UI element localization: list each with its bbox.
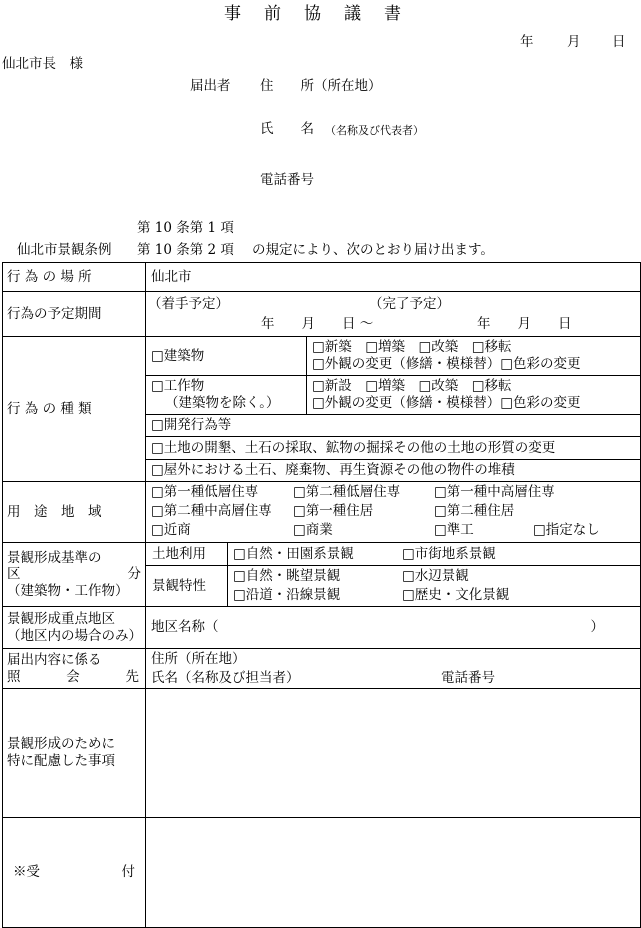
kind-outdoor-accumulation[interactable]: □屋外における土石、廃棄物、再生資源その他の物件の堆積 — [146, 460, 641, 482]
kind-structure-sub: （建築物を除く。） — [165, 395, 280, 411]
kind-building-options-line1: □新築 □増築 □改築 □移転 — [312, 339, 512, 356]
consideration-label-line2: 特に配慮した事項 — [7, 753, 115, 769]
title-char: 事 — [224, 4, 241, 24]
kind-structure-options-line1: □新設 □増築 □改築 □移転 — [312, 378, 512, 395]
kind-development[interactable]: □開発行為等 — [146, 415, 641, 437]
kind-building-options-line2: □外観の変更（修繕・模様替）□色彩の変更 — [312, 356, 581, 372]
contact-label-char: 会 — [66, 668, 80, 685]
zone-option[interactable]: □第一種住居 — [293, 503, 374, 519]
zone-option[interactable]: □第一種中高層住専 — [434, 484, 555, 500]
zone-options[interactable] — [146, 482, 641, 543]
addressee: 仙北市長 様 — [2, 56, 83, 72]
kind-structure-options[interactable] — [307, 376, 641, 415]
contact-field[interactable] — [146, 649, 641, 689]
landscape-criteria-label-line1: 景観形成基準の — [7, 550, 102, 567]
landscape-criteria-char: 区 — [7, 566, 21, 583]
row-kind-building — [3, 337, 641, 376]
row-place — [3, 263, 641, 292]
district-name-field[interactable] — [146, 607, 641, 649]
landuse-options[interactable] — [228, 543, 641, 566]
kind-building-options[interactable] — [307, 337, 641, 376]
contact-label-char: 照 — [7, 668, 21, 685]
kind-structure[interactable] — [146, 376, 307, 415]
character-option[interactable]: □歴史・文化景観 — [402, 586, 510, 603]
zone-option[interactable]: □第一種低層住専 — [151, 484, 259, 500]
landuse-option[interactable]: □市街地系景観 — [402, 545, 496, 562]
landscape-criteria-label — [3, 543, 146, 607]
zone-label: 用 途 地 域 — [3, 482, 146, 543]
kind-building[interactable]: □建築物 — [146, 337, 307, 376]
article-paragraph-1: 第 10 条第 1 項 — [137, 220, 234, 236]
name-label: 氏 名 — [260, 121, 314, 137]
row-zones — [3, 482, 641, 543]
reception-label-char: 付 — [121, 864, 135, 881]
period-start-label: （着手予定） — [148, 296, 229, 312]
row-period — [3, 292, 641, 337]
address-label: 住 所（所在地） — [260, 78, 382, 94]
reception-label-line — [13, 864, 145, 881]
date-year: 年 — [520, 34, 534, 50]
notification-form-table — [2, 262, 641, 928]
landscape-criteria-label-line3: （建築物・工作物） — [7, 582, 129, 599]
contact-name-label: 氏名（名称及び担当者） — [151, 669, 300, 686]
date-month: 月 — [567, 34, 581, 50]
character-label: 景観特性 — [146, 566, 228, 607]
zone-option[interactable]: □第二種中高層住専 — [151, 503, 272, 519]
district-name-close: ） — [590, 619, 604, 636]
zone-option[interactable]: □商業 — [293, 522, 333, 538]
character-options[interactable] — [228, 566, 641, 607]
period-label: 行為の予定期間 — [3, 292, 146, 337]
period-end-label: （完了予定） — [369, 296, 450, 312]
ordinance-name: 仙北市景観条例 — [17, 242, 112, 258]
character-option[interactable]: □沿道・沿線景観 — [233, 586, 341, 603]
character-option[interactable]: □自然・眺望景観 — [233, 567, 341, 584]
article-paragraph-2: 第 10 条第 2 項 — [137, 242, 234, 258]
zone-option[interactable]: □準工 — [434, 522, 474, 538]
kind-structure-options-line2: □外観の変更（修繕・模様替）□色彩の変更 — [312, 395, 581, 411]
row-contact — [3, 649, 641, 689]
row-consideration — [3, 689, 641, 818]
district-name-label: 地区名称（ — [151, 619, 219, 636]
zone-option[interactable]: □指定なし — [533, 522, 600, 538]
period-start-date: 年 月 日 〜 — [261, 316, 374, 332]
landscape-criteria-label-line2 — [7, 566, 145, 582]
title-char: 書 — [384, 4, 401, 24]
row-reception — [3, 818, 641, 928]
landuse-option[interactable]: □自然・田園系景観 — [233, 545, 354, 562]
kind-label: 行 為 の 種 類 — [3, 337, 146, 482]
district-label-line1: 景観形成重点地区 — [7, 610, 115, 627]
title-char: 前 — [264, 4, 281, 24]
contact-label-char: 先 — [125, 668, 139, 685]
district-label-line2: （地区内の場合のみ） — [7, 627, 142, 644]
notification-statement: の規定により、次のとおり届け出ます。 — [252, 242, 494, 258]
contact-label — [3, 649, 146, 689]
consideration-label-line1: 景観形成のために — [7, 736, 115, 753]
period-end-date: 年 月 日 — [477, 316, 572, 332]
date-day: 日 — [612, 34, 626, 50]
period-value[interactable] — [146, 292, 641, 337]
place-label: 行 為 の 場 所 — [3, 263, 146, 292]
title-char: 協 — [304, 4, 321, 24]
zone-option[interactable]: □近商 — [151, 522, 191, 538]
landscape-criteria-char: 分 — [127, 566, 141, 583]
title-char: 議 — [344, 4, 361, 24]
contact-address-label: 住所（所在地） — [151, 650, 246, 667]
phone-label: 電話番号 — [260, 172, 314, 188]
contact-phone-label: 電話番号 — [441, 669, 495, 686]
reception-field — [146, 818, 641, 928]
row-district — [3, 607, 641, 649]
character-option[interactable]: □水辺景観 — [402, 567, 469, 584]
landuse-label: 土地利用 — [146, 543, 228, 566]
zone-option[interactable]: □第二種住居 — [434, 503, 515, 519]
kind-structure-label: □工作物 — [151, 378, 205, 395]
district-label — [3, 607, 146, 649]
kind-land-alteration[interactable]: □土地の開墾、土石の採取、鉱物の掘採その他の土地の形質の変更 — [146, 437, 641, 460]
contact-label-line1: 届出内容に係る — [7, 651, 102, 668]
reception-label-char: ※受 — [13, 864, 40, 881]
contact-label-line2 — [7, 669, 145, 686]
consideration-field[interactable] — [146, 689, 641, 818]
submitter-label: 届出者 — [190, 78, 231, 94]
place-value[interactable]: 仙北市 — [146, 263, 641, 292]
reception-label — [3, 818, 146, 928]
consideration-label — [3, 689, 146, 818]
row-landuse — [3, 543, 641, 566]
name-label-sub: （名称及び代表者） — [325, 124, 424, 137]
zone-option[interactable]: □第二種低層住専 — [293, 484, 401, 500]
